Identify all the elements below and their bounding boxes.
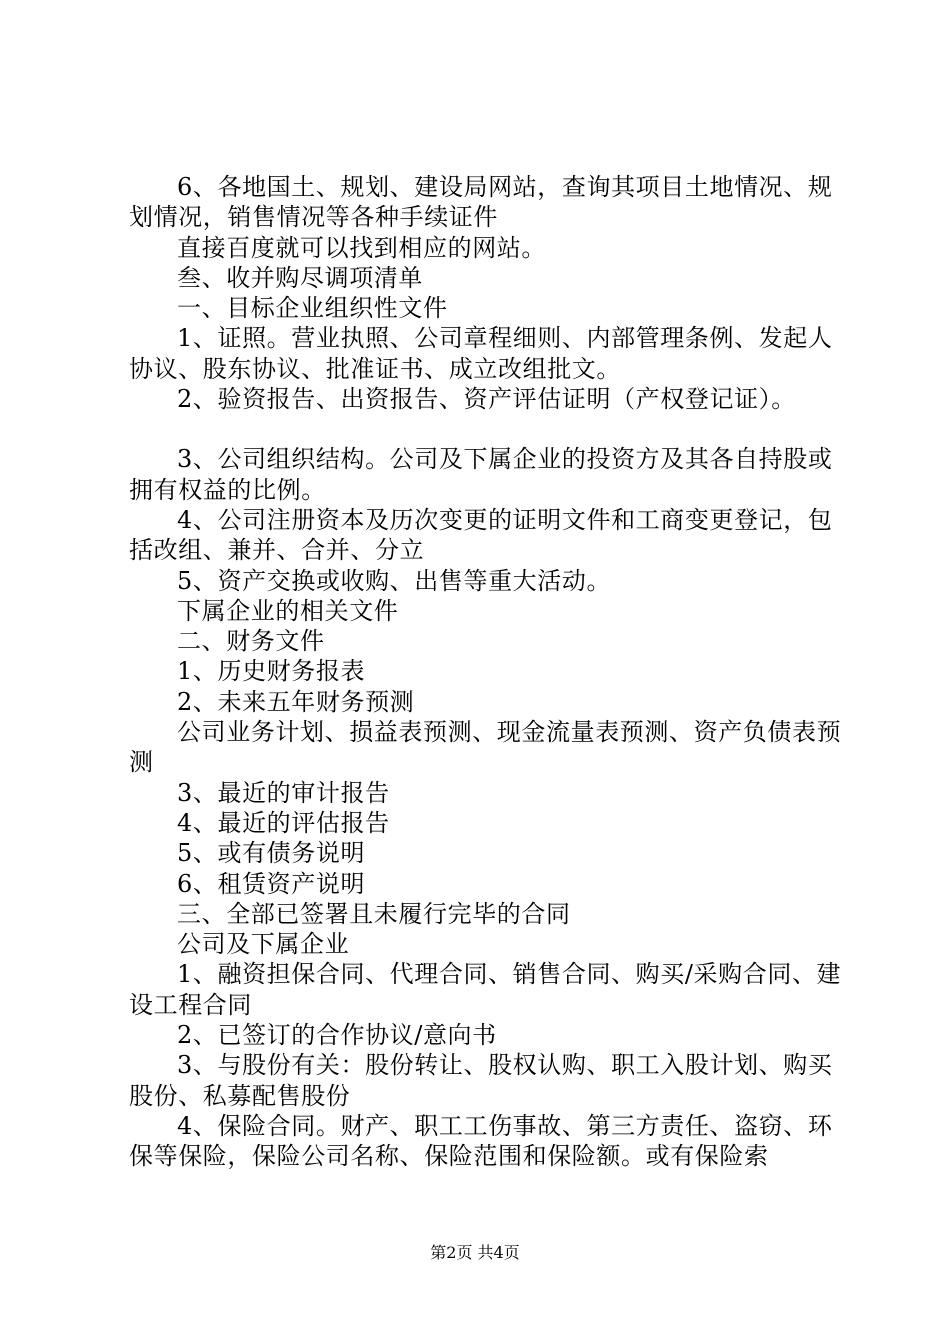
paragraph-2: 直接百度就可以找到相应的网站。	[177, 233, 546, 262]
section-heading-contracts: 三、全部已签署且未履行完毕的合同	[177, 899, 571, 928]
paragraph-asset-exchange: 5、资产交换或收购、出售等重大活动。	[177, 566, 612, 595]
paragraph-licenses: 1、证照。营业执照、公司章程细则、内部管理条例、发起人协议、股东协议、批准证书、成立改组批文。	[129, 324, 833, 383]
paragraph-1: 6、各地国土、规划、建设局网站，查询其项目土地情况、规划情况，销售情况等各种手续证件	[129, 173, 833, 232]
paragraph-leased-assets: 6、租赁资产说明	[177, 869, 366, 898]
paragraph-business-plan: 公司业务计划、损益表预测、现金流量表预测、资产负债表预测	[129, 718, 842, 777]
page-number-footer: 第2页 共4页	[430, 1243, 520, 1262]
paragraph-valuation-report: 4、最近的评估报告	[177, 808, 390, 837]
paragraph-contract-types: 1、融资担保合同、代理合同、销售合同、购买/采购合同、建设工程合同	[129, 960, 842, 1019]
paragraph-audit-report: 3、最近的审计报告	[177, 778, 390, 807]
paragraph-org-structure: 3、公司组织结构。公司及下属企业的投资方及其各自持股或拥有权益的比例。	[129, 445, 833, 504]
paragraph-company-subsidiaries: 公司及下属企业	[177, 930, 350, 959]
paragraph-share-related: 3、与股份有关：股份转让、股权认购、职工入股计划、购买股份、私募配售股份	[129, 1051, 833, 1110]
paragraph-cooperation-agreements: 2、已签订的合作协议/意向书	[177, 1021, 497, 1050]
section-heading-2: 二、财务文件	[177, 627, 325, 656]
paragraph-historical-statements: 1、历史财务报表	[177, 657, 366, 686]
paragraph-five-year-forecast: 2、未来五年财务预测	[177, 687, 415, 716]
paragraph-insurance-contracts: 4、保险合同。财产、职工工伤事故、第三方责任、盗窃、环保等保险，保险公司名称、保险范围和保险额。或有保险索	[129, 1111, 833, 1171]
document-body	[129, 172, 845, 1172]
paragraph-capital-verification: 2、验资报告、出资报告、资产评估证明（产权登记证）。	[177, 385, 796, 414]
section-heading-1: 一、目标企业组织性文件	[177, 294, 448, 323]
section-heading-3: 叁、收并购尽调项清单	[177, 263, 423, 292]
paragraph-subsidiary-docs: 下属企业的相关文件	[177, 596, 399, 625]
paragraph-registered-capital: 4、公司注册资本及历次变更的证明文件和工商变更登记，包括改组、兼并、合并、分立	[129, 505, 833, 565]
paragraph-contingent-debt: 5、或有债务说明	[177, 839, 366, 868]
